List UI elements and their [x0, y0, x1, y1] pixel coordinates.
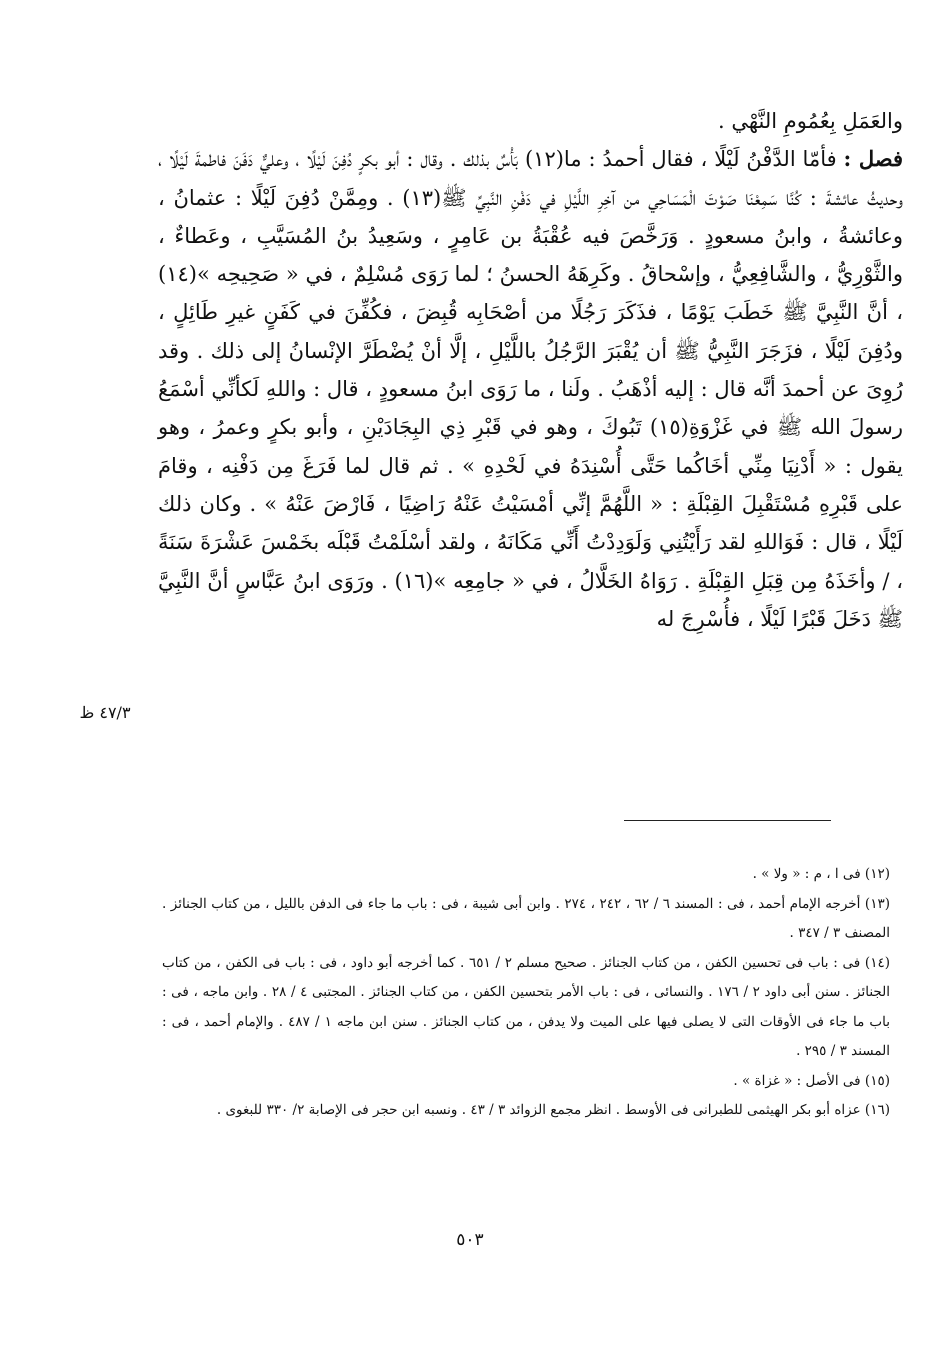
footnote-15: (١٥) فى الأصل : « غزاة » .	[733, 1072, 890, 1089]
page-number: ٥٠٣	[456, 1230, 484, 1250]
footnote-13: (١٣) أخرجه الإمام أحمد ، فى : المسند ٦ / ٦٢ ، ٢٤٢ ، ٢٧٤ . وابن أبى شيبة ، فى : باب ما جاء فى الدفن بالليل ، من كتاب الجنائز . المصنف ٣ / ٣٤٧ .	[162, 895, 890, 941]
section-paragraph	[158, 140, 903, 638]
footnote-12: (١٢) فى ا ، م : « ولا » .	[752, 866, 890, 882]
paragraph-text: فأمّا الدَّفْنُ لَيْلًا ، فقال أحمدُ : ما(١٢) بَأْسٌ بذلك . وقال : أبو بكرٍ دُفِنَ لَيْلًا ، وعليٌّ دَفَنَ فاطمةَ لَيْلًا ، وحديثُ عائشةَ : كُنَّا سَمِعْنَا صَوْتَ الْمَسَاحِي من آخِرِ اللَّيْلِ في دَفْنِ النَّبِيِّ ﷺ(١٣) . ومِمَّنْ دُفِنَ لَيْلًا : عثمانُ ، وعائشةُ ، وابنُ مسعودٍ . وَرَخَّصَ فيه عُقْبَةُ بن عَامِرٍ ، وسَعِيدُ بنُ المُسَيَّبِ ، وعَطاءٌ ، والثَّوْرِيُّ ، والشَّافِعِيُّ ، وإسْحاقُ . وكَرِهَهُ الحسنُ ؛ لما رَوَى مُسْلِمٌ ، في « صَحِيحِه »(١٤) ، أنَّ النَّبِيَّ ﷺ خَطَبَ يَوْمًا ، فذَكَرَ رَجُلًا من أصْحَابِه قُبِضَ ، فكُفِّنَ في كَفَنٍ غيرِ طَائِلٍ ، ودُفِنَ لَيْلًا ، فزَجَرَ النَّبِيُّ ﷺ أن يُقْبَرَ الرَّجُلُ باللَّيْلِ ، إلَّا أنْ يُضْطَرَّ الإنْسانُ إلى ذلك . وقد رُوِىَ عن أحمدَ أنَّه قال : إليه أذْهَبُ . ولَنا ، ما رَوَى ابنُ مسعودٍ ، قال : واللهِ لَكأنِّي أسْمَعُ رسولَ الله ﷺ في غَزْوَةِ(١٥) تَبُوكَ ، وهو في قَبْرِ ذِي البِجَادَيْنِ ، وأبو بكرٍ وعمرُ ، وهو يقول : « أَدْنِيَا مِنِّي أخَاكُما حَتَّى أُسْنِدَهُ في لَحْدِهِ » . ثم قال لما فَرَغَ مِن دَفْنِه ، وقامَ على قَبْرِهِ مُسْتَقْبِلَ القِبْلَةِ : « اللَّهُمَّ إنِّي أمْسَيْتُ عَنْهُ رَاضِيًا ، فَارْضَ عَنْهُ » . وكان ذلك لَيْلًا ، قال : فَوَاللهِ لقد رَأَيْتُنِي وَلَوَدِدْتُ أَنِّي مَكَانَهُ ، ولقد أسْلَمْتُ قَبْلَه بخَمْسَ عَشْرَةَ سَنَةً ، / وأخَذَهُ مِن قِبَلِ القِبْلَةِ . رَوَاهُ الخَلَّالُ ، في « جامِعِه »(١٦) . ورَوَى ابنُ عَبَّاسٍ أنَّ النَّبِيَّ ﷺ دَخَلَ قَبْرًا لَيْلًا ، فأُسْرِجَ له	[158, 147, 903, 631]
intro-line: والعَمَلِ بِعُمُومِ النَّهْي .	[718, 109, 903, 133]
footnote-16: (١٦) عزاه أبو بكر الهيثمى للطبرانى فى الأوسط . انظر مجمع الزوائد ٣ / ٤٣ . ونسبه ابن حجر فى الإصابة ٢/ ٣٣٠ للبغوى .	[216, 1102, 890, 1118]
margin-manuscript-reference: ٤٧/٣ ظ	[79, 703, 131, 722]
footnotes	[162, 860, 890, 1126]
section-heading: فصل :	[843, 146, 903, 172]
main-text	[158, 102, 903, 638]
footnote-14: (١٤) فى : باب فى تحسين الكفن ، من كتاب الجنائز . صحيح مسلم ٢ / ٦٥١ . كما أخرجه أبو داود ، فى : باب فى الكفن ، من كتاب الجنائز . سنن أبى داود ٢ / ١٧٦ . والنسائى ، فى : باب الأمر بتحسين الكفن ، من كتاب الجنائز . المجتبى ٤ / ٢٨ . وابن ماجه ، فى : باب ما جاء فى الأوقات التى لا يصلى فيها على الميت ولا يدفن ، من كتاب الجنائز . سنن ابن ماجه ١ / ٤٨٧ . والإمام أحمد ، فى : المسند ٣ / ٢٩٥ .	[162, 954, 890, 1059]
footnote-separator	[624, 820, 831, 821]
